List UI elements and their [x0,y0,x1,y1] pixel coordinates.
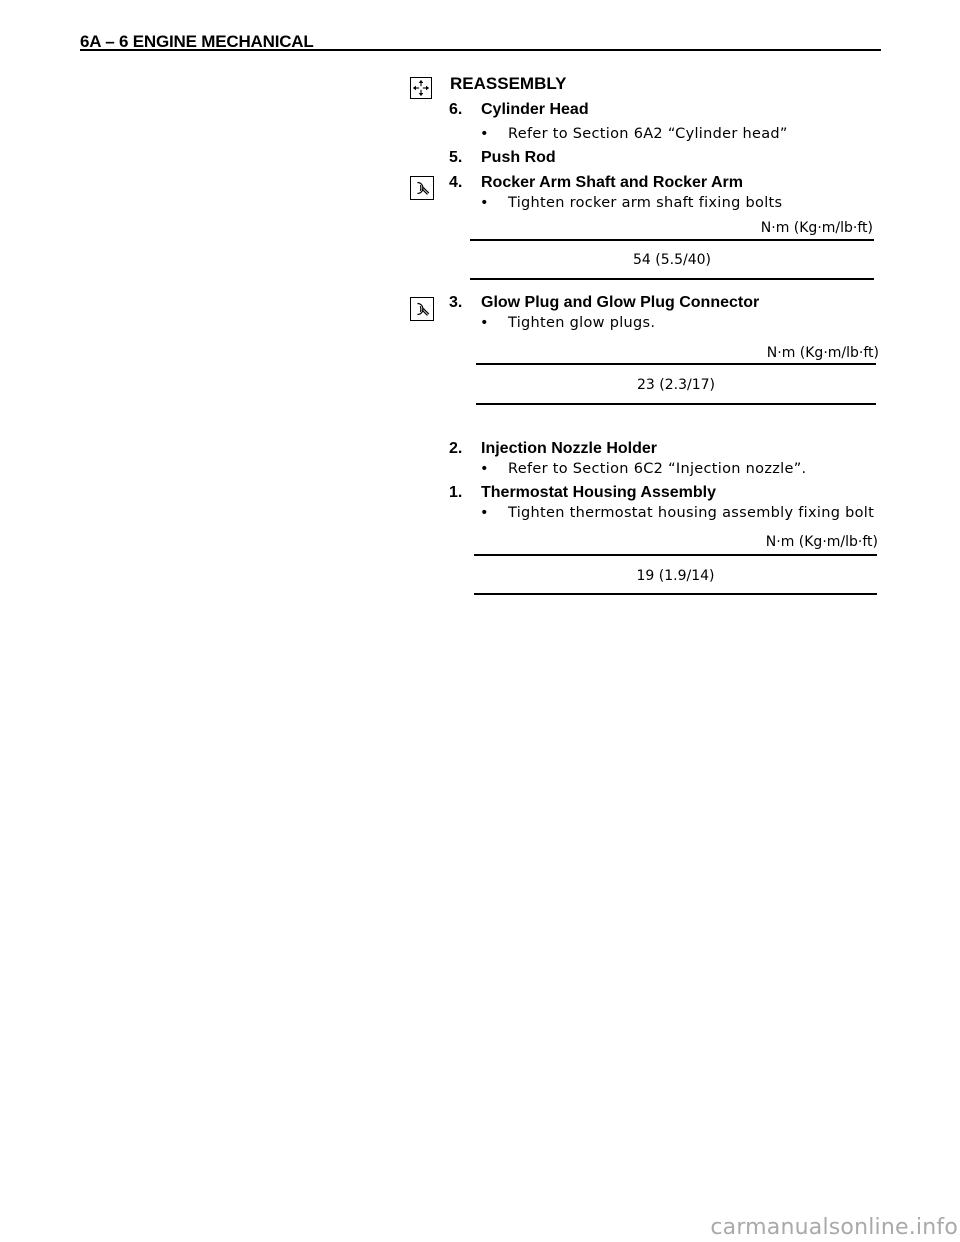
step-title: Thermostat Housing Assembly [481,484,717,501]
step-title: Push Rod [481,149,556,166]
bullet-text: Refer to Section 6C2 “Injection nozzle”. [508,461,807,477]
step-cylinder-head [449,101,869,121]
step-push-rod [449,149,869,169]
bullet-text: Tighten thermostat housing assembly fixing bolt [508,505,875,521]
step-number: 5. [449,149,463,166]
bullet-text: Tighten glow plugs. [508,315,656,331]
page-header-title: 6A – 6 ENGINE MECHANICAL [80,32,314,51]
step-number: 6. [449,101,463,118]
step-rocker-arm [449,174,869,194]
torque-value: 23 (2.3/17) [637,377,715,393]
torque-unit: N·m (Kg·m/lb·ft) [765,534,878,550]
torque-wrench-icon [410,176,434,200]
bullet-dot: • [480,505,489,521]
step-number: 1. [449,484,463,501]
section-title: REASSEMBLY [450,74,567,93]
torque-unit: N·m (Kg·m/lb·ft) [766,345,879,361]
header-rule [80,49,881,51]
bullet-rocker-arm [480,195,880,213]
step-title: Glow Plug and Glow Plug Connector [481,294,760,311]
torque-table-thermostat [474,554,877,595]
torque-unit: N·m (Kg·m/lb·ft) [760,220,873,236]
bullet-dot: • [480,126,489,142]
bullet-glow-plug [480,315,880,333]
bullet-dot: • [480,315,489,331]
step-title: Cylinder Head [481,101,589,118]
torque-value: 19 (1.9/14) [636,568,715,584]
bullet-text: Tighten rocker arm shaft fixing bolts [508,195,783,211]
bullet-cylinder-head [480,126,880,144]
torque-table-rocker-arm [470,239,874,280]
torque-wrench-icon [410,297,434,321]
step-title: Rocker Arm Shaft and Rocker Arm [481,174,743,191]
step-injection-nozzle [449,440,869,460]
step-thermostat-housing [449,484,869,504]
bullet-thermostat-housing [480,505,880,523]
step-number: 4. [449,174,463,191]
bullet-text: Refer to Section 6A2 “Cylinder head” [508,126,788,142]
bullet-injection-nozzle [480,461,880,479]
bullet-dot: • [480,461,489,477]
step-number: 3. [449,294,463,311]
bullet-dot: • [480,195,489,211]
torque-value: 54 (5.5/40) [633,252,711,268]
step-title: Injection Nozzle Holder [481,440,658,457]
step-glow-plug [449,294,869,314]
watermark: carmanualsonline.info [710,1215,958,1240]
reassembly-arrows-icon [410,77,432,99]
step-number: 2. [449,440,463,457]
torque-table-glow-plug [476,363,876,405]
